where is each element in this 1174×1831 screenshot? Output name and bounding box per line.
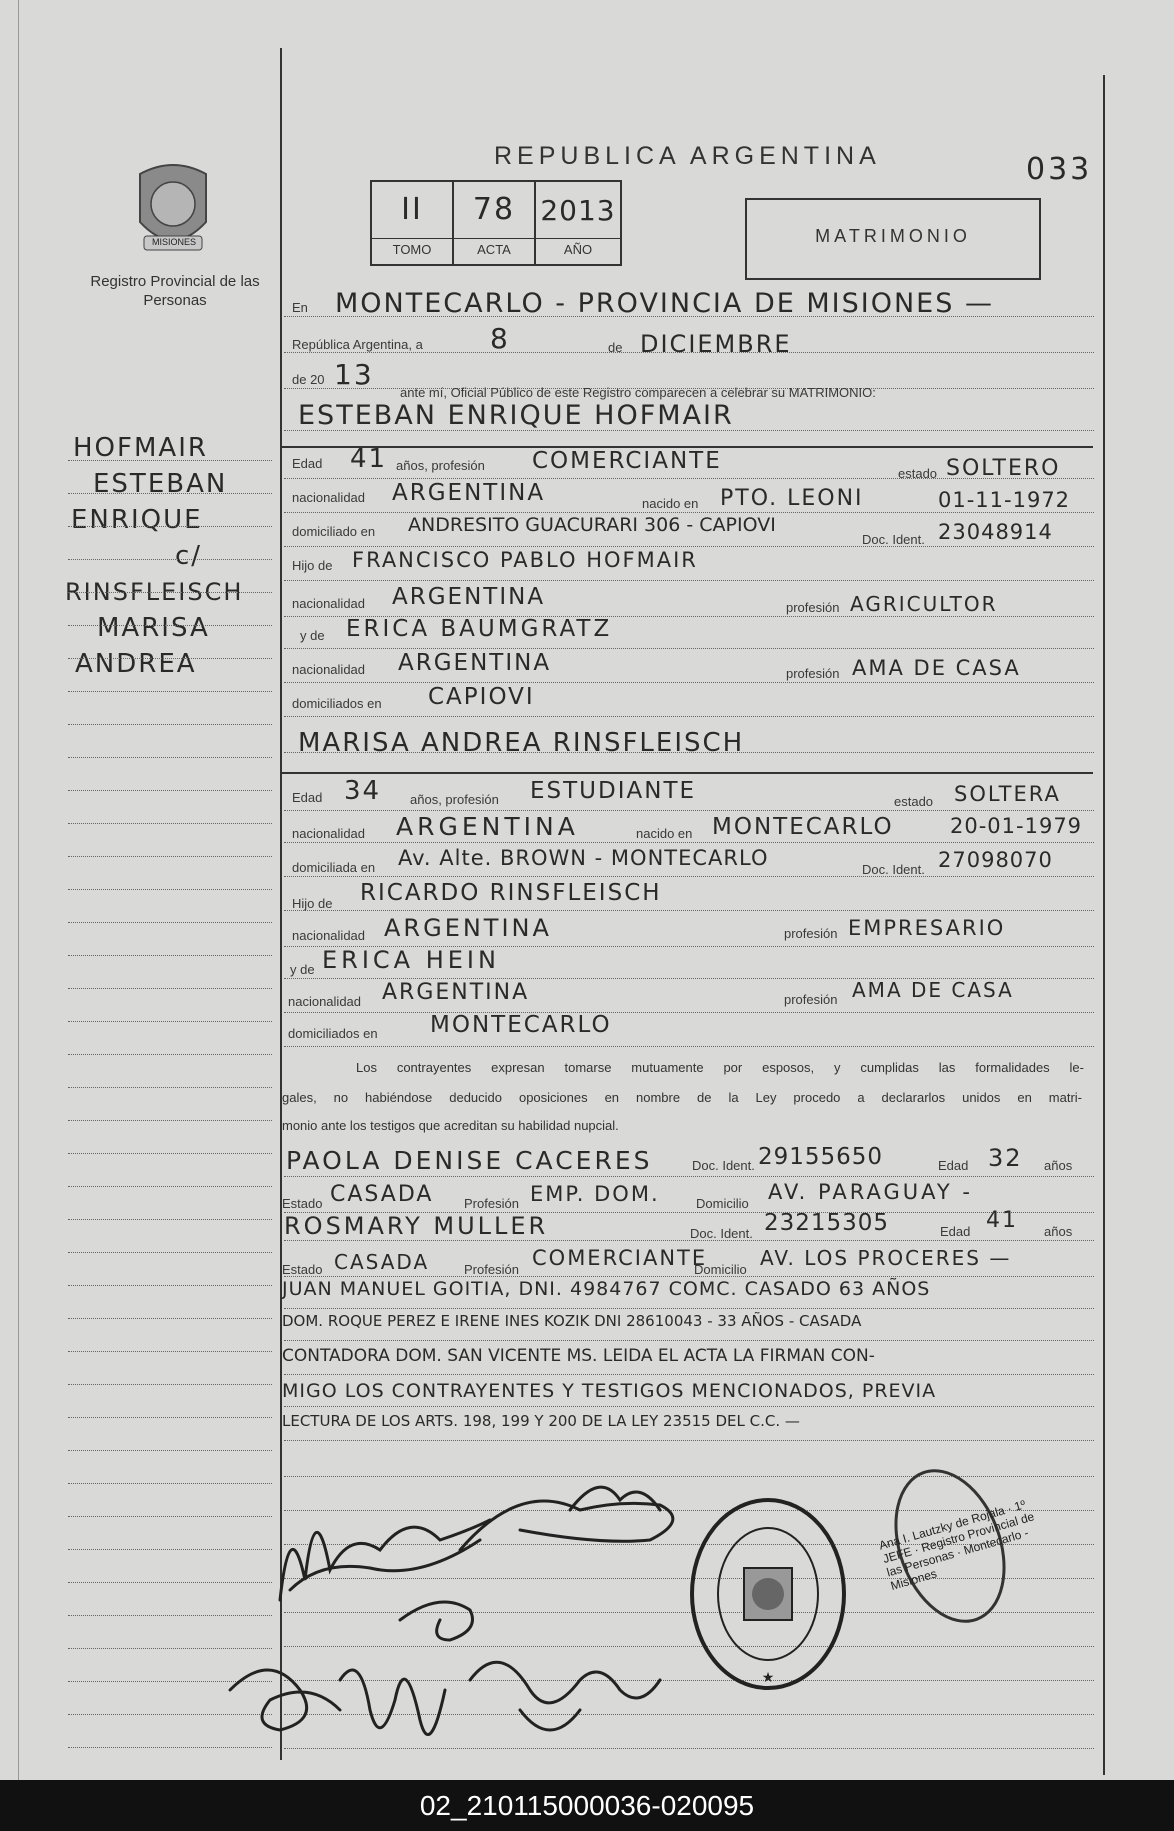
margin-rule-line — [68, 1252, 272, 1253]
groom-profession: COMERCIANTE — [532, 448, 722, 474]
note-line-2: DOM. ROQUE PEREZ E IRENE INES KOZIK DNI 28610043 - 33 AÑOS - CASADA — [282, 1312, 862, 1330]
body-rule-line — [284, 716, 1094, 717]
note-line-5: LECTURA DE LOS ARTS. 198, 199 Y 200 DE LA LEY 23515 DEL C.C. — — [282, 1412, 800, 1430]
bride-nacido-label: nacido en — [636, 826, 693, 841]
margin-rule-line — [68, 889, 272, 890]
registry-seal-label: MISIONES — [152, 237, 197, 247]
intro-day: 8 — [490, 322, 510, 355]
groom-doc-number: 23048914 — [938, 520, 1053, 544]
signatures-icon — [220, 1450, 740, 1770]
document-type: MATRIMONIO — [815, 226, 971, 246]
margin-line-5: RINSFLEISCH — [65, 578, 244, 606]
groom-estado-label: estado — [898, 466, 938, 481]
ano-cell — [536, 182, 620, 264]
groom-nat-label: nacionalidad — [292, 490, 366, 505]
margin-rule-line — [68, 724, 272, 725]
ano-value: 2013 — [540, 194, 616, 227]
margin-rule-line — [68, 658, 272, 659]
ano-label: AÑO — [563, 242, 593, 257]
margin-rule-line — [68, 1417, 272, 1418]
groom-age: 41 — [350, 444, 388, 474]
witness-2-profession: COMERCIANTE — [532, 1246, 708, 1270]
groom-birthplace: PTO. LEONI — [720, 486, 864, 511]
bride-nat-label: nacionalidad — [292, 826, 366, 841]
bride-father-profession: EMPRESARIO — [848, 916, 1006, 940]
margin-line-3: ENRIQUE — [71, 505, 203, 535]
body-rule-line — [284, 1440, 1094, 1441]
bride-section-rule — [281, 772, 1093, 774]
margin-border-right — [1103, 75, 1105, 1775]
acta-value: 78 — [472, 192, 516, 227]
margin-rule-line — [68, 1219, 272, 1220]
bride-mother-nationality: ARGENTINA — [382, 980, 530, 1005]
groom-full-name: ESTEBAN ENRIQUE HOFMAIR — [298, 400, 734, 431]
groom-father-prof-label: profesión — [786, 600, 840, 615]
bride-father-prof-label: profesión — [784, 926, 838, 941]
margin-rule-line — [68, 1087, 272, 1088]
margin-line-6: MARISA — [97, 613, 210, 643]
margin-rule-line — [68, 460, 272, 461]
note-line-1: JUAN MANUEL GOITIA, DNI. 4984767 COMC. CASADO 63 AÑOS — [282, 1278, 931, 1300]
margin-rule-line — [68, 1351, 272, 1352]
groom-father-name: FRANCISCO PABLO HOFMAIR — [352, 548, 698, 572]
margin-index — [55, 430, 275, 682]
margin-rule-line — [68, 1120, 272, 1121]
note-line-3: CONTADORA DOM. SAN VICENTE MS. LEIDA EL ACTA LA FIRMAN CON- — [282, 1346, 875, 1366]
body-rule-line — [284, 1276, 1094, 1277]
margin-rule-line — [68, 1285, 272, 1286]
image-code-footer: 02_210115000036-020095 — [0, 1780, 1174, 1831]
witness-1-prof-label: Profesión — [464, 1196, 519, 1211]
bride-parents-dom-label: domiciliados en — [288, 1026, 378, 1041]
body-rule-line — [284, 1406, 1094, 1407]
declaration-line-2: gales, no habiéndose deducido oposiciones en nombre de la Ley procedo a declararlos unidos en matri- — [282, 1090, 1082, 1105]
acta-cell — [454, 182, 536, 264]
witness-1-dom-label: Domicilio — [696, 1196, 749, 1211]
groom-birth-date: 01-11-1972 — [938, 488, 1071, 512]
intro-month: DICIEMBRE — [640, 330, 792, 358]
body-rule-line — [284, 1340, 1094, 1341]
acta-label: ACTA — [477, 242, 511, 257]
note-line-4: MIGO LOS CONTRAYENTES Y TESTIGOS MENCIONADOS, PREVIA — [282, 1380, 937, 1402]
witness-2-estado-label: Estado — [282, 1262, 323, 1277]
groom-yde-label: y de — [300, 628, 325, 643]
bride-nationality: ARGENTINA — [396, 812, 579, 841]
intro-statement: ante mí, Oficial Público de este Registro comparecen a celebrar su MATRIMONIO: — [400, 385, 876, 400]
bride-age: 34 — [344, 776, 382, 806]
witness-2-dom-label: Domicilio — [694, 1262, 747, 1277]
groom-dom-label: domiciliado en — [292, 524, 376, 539]
bride-doc-label: Doc. Ident. — [862, 862, 925, 877]
groom-father-profession: AGRICULTOR — [850, 592, 998, 616]
margin-rule-line — [68, 790, 272, 791]
margin-rule-line — [68, 1021, 272, 1022]
margin-rule-line — [68, 1318, 272, 1319]
official-stamp — [872, 1466, 1042, 1636]
margin-rule-line — [68, 922, 272, 923]
groom-nacido-label: nacido en — [642, 496, 699, 511]
tomo-label: TOMO — [392, 242, 432, 257]
margin-rule-line — [68, 493, 272, 494]
margin-rule-line — [68, 526, 272, 527]
registry-seal-icon — [130, 160, 216, 260]
margin-rule-line — [68, 823, 272, 824]
bride-civil-state: SOLTERA — [954, 782, 1061, 806]
registry-name: Registro Provincial de las Personas — [90, 273, 260, 309]
tomo-value: II — [401, 192, 423, 227]
body-rule-line — [284, 1176, 1094, 1177]
witness-1-edad-label: Edad — [938, 1158, 969, 1173]
groom-parents-address: CAPIOVI — [428, 684, 535, 710]
margin-rule-line — [68, 559, 272, 560]
body-rule-line — [284, 512, 1094, 513]
groom-father-nat-label: nacionalidad — [292, 596, 366, 611]
margin-rule-line — [68, 625, 272, 626]
groom-address: ANDRESITO GUACURARI 306 - CAPIOVI — [408, 514, 776, 536]
intro-place: MONTECARLO - PROVINCIA DE MISIONES — — [335, 288, 994, 319]
de-label: de — [608, 340, 623, 355]
bride-parents-address: MONTECARLO — [430, 1012, 612, 1038]
witness-1-name: PAOLA DENISE CACERES — [286, 1146, 653, 1175]
body-rule-line — [284, 546, 1094, 547]
bride-mother-nat-label: nacionalidad — [288, 994, 362, 1009]
witness-1-age: 32 — [988, 1144, 1023, 1172]
groom-mother-profession: AMA DE CASA — [852, 656, 1021, 680]
page-number: 033 — [1026, 152, 1093, 187]
witness-2-edad-label: Edad — [940, 1224, 971, 1239]
document-type-box — [745, 198, 1041, 280]
body-rule-line — [284, 810, 1094, 811]
margin-rule-line — [68, 988, 272, 989]
bride-full-name: MARISA ANDREA RINSFLEISCH — [298, 728, 745, 758]
bride-profession: ESTUDIANTE — [530, 778, 697, 804]
bride-birthplace: MONTECARLO — [712, 814, 894, 840]
groom-hijo-label: Hijo de — [292, 558, 333, 573]
witness-1-profession: EMP. DOM. — [530, 1182, 660, 1206]
margin-rule-line — [68, 856, 272, 857]
bride-edad-label: Edad — [292, 790, 323, 805]
groom-mother-prof-label: profesión — [786, 666, 840, 681]
groom-civil-state: SOLTERO — [946, 456, 1061, 481]
margin-rule-line — [68, 955, 272, 956]
body-rule-line — [284, 842, 1094, 843]
witness-2-age: 41 — [986, 1208, 1018, 1233]
bride-father-name: RICARDO RINSFLEISCH — [360, 880, 662, 906]
en-label: En — [292, 300, 308, 315]
bride-father-nationality: ARGENTINA — [384, 914, 552, 942]
witness-2-anos-label: años — [1044, 1224, 1073, 1239]
body-rule-line — [284, 1012, 1094, 1013]
groom-mother-nationality: ARGENTINA — [398, 650, 552, 676]
witness-2-prof-label: Profesión — [464, 1262, 519, 1277]
bride-hijo-label: Hijo de — [292, 896, 333, 911]
margin-line-2: ESTEBAN — [93, 469, 228, 499]
year-prefix: de 20 — [292, 372, 325, 387]
witness-1-civil-state: CASADA — [330, 1182, 434, 1207]
record-number-box — [370, 180, 622, 266]
margin-line-4: c/ — [175, 541, 203, 571]
body-rule-line — [284, 580, 1094, 581]
bride-yde-label: y de — [290, 962, 315, 977]
groom-mother-name: ERICA BAUMGRATZ — [346, 616, 613, 642]
witness-1-estado-label: Estado — [282, 1196, 323, 1211]
svg-text:★: ★ — [761, 1669, 775, 1685]
body-rule-line — [284, 1374, 1094, 1375]
bride-mother-name: ERICA HEIN — [322, 946, 500, 974]
body-rule-line — [284, 1046, 1094, 1047]
witness-2-doc-label: Doc. Ident. — [690, 1226, 753, 1241]
margin-rule-line — [68, 1054, 272, 1055]
bride-mother-prof-label: profesión — [784, 992, 838, 1007]
body-rule-line — [284, 910, 1094, 911]
country-heading: REPUBLICA ARGENTINA — [494, 142, 881, 170]
body-rule-line — [284, 876, 1094, 877]
page-edge-line — [18, 0, 19, 1780]
bride-father-nat-label: nacionalidad — [292, 928, 366, 943]
tomo-cell — [372, 182, 454, 264]
bride-estado-label: estado — [894, 794, 934, 809]
bride-doc-number: 27098070 — [938, 848, 1053, 872]
witness-2-address: AV. LOS PROCERES — — [760, 1246, 1012, 1270]
groom-edad-label: Edad — [292, 456, 323, 471]
declaration-line-1: Los contrayentes expresan tomarse mutuamente por esposos, y cumplidas las formalidades le- — [356, 1060, 1084, 1075]
margin-line-7: ANDREA — [75, 649, 197, 679]
witness-1-address: AV. PARAGUAY - — [768, 1180, 973, 1204]
groom-nationality: ARGENTINA — [392, 480, 546, 506]
margin-rule-line — [68, 1384, 272, 1385]
witness-2-doc-number: 23215305 — [764, 1210, 890, 1236]
margin-rule-line — [68, 1153, 272, 1154]
bride-address: Av. Alte. BROWN - MONTECARLO — [398, 846, 769, 870]
body-rule-line — [284, 1308, 1094, 1309]
declaration-line-3: monio ante los testigos que acreditan su habilidad nupcial. — [282, 1118, 619, 1133]
official-stamp-text: Ana I. Lautzky de Rojala · 1º JEFE · Registro Provincial de las Personas · Montecarlo - Misiones — [877, 1497, 1036, 1593]
groom-father-nationality: ARGENTINA — [392, 584, 546, 610]
margin-rule-line — [68, 691, 272, 692]
groom-parents-dom-label: domiciliados en — [292, 696, 382, 711]
body-rule-line — [284, 1240, 1094, 1241]
margin-line-1: HOFMAIR — [73, 433, 208, 463]
republica-label: República Argentina, a — [292, 337, 423, 352]
margin-rule-line — [68, 1186, 272, 1187]
delegation-seal-icon — [688, 1496, 848, 1692]
margin-rule-line — [68, 757, 272, 758]
groom-profesion-label: años, profesión — [396, 458, 485, 473]
witness-1-doc-label: Doc. Ident. — [692, 1158, 755, 1173]
witness-1-anos-label: años — [1044, 1158, 1073, 1173]
bride-mother-profession: AMA DE CASA — [852, 978, 1014, 1002]
bride-birth-date: 20-01-1979 — [950, 814, 1083, 838]
body-rule-line — [284, 648, 1094, 649]
bride-profesion-label: años, profesión — [410, 792, 499, 807]
groom-mother-nat-label: nacionalidad — [292, 662, 366, 677]
witness-2-civil-state: CASADA — [334, 1250, 430, 1274]
bride-dom-label: domiciliada en — [292, 860, 376, 875]
groom-doc-label: Doc. Ident. — [862, 532, 925, 547]
body-rule-line — [284, 682, 1094, 683]
margin-rule-line — [68, 592, 272, 593]
intro-year: 13 — [334, 358, 374, 391]
witness-2-name: ROSMARY MULLER — [284, 1212, 549, 1240]
witness-1-doc-number: 29155650 — [758, 1144, 884, 1170]
